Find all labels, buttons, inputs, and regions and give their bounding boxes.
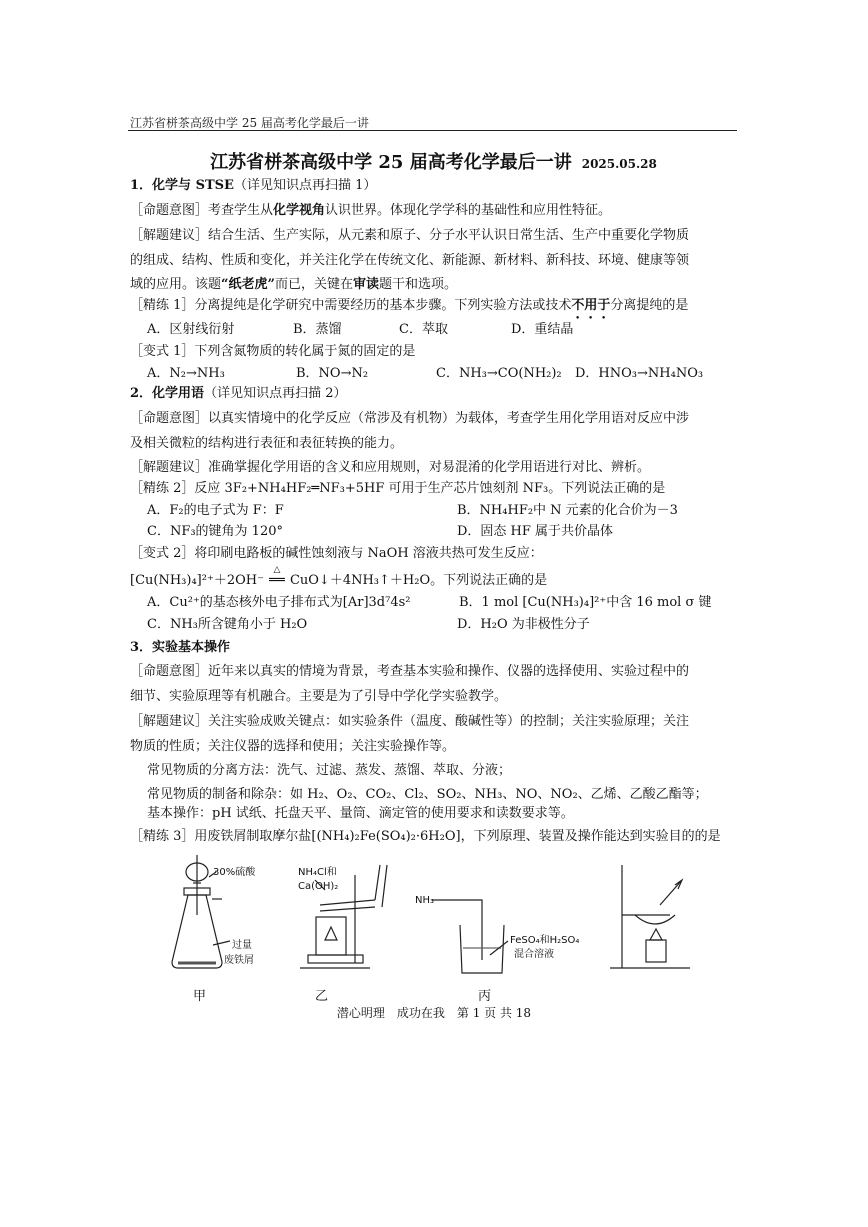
text: ［精练 1］分离提纯是化学研究中需要经历的基本步骤。下列实验方法或技术 [130,298,572,313]
section-num: 2． [130,386,153,401]
s1-advice-1: ［解题建议］结合生活、生产实际，从元素和原子、分子水平认识日常生活、生产中重要化学物质 [130,228,690,243]
preparation-list: 常见物质的制备和除杂：如 H₂、O₂、CO₂、Cl₂、SO₂、NH₃、NO、NO₂、乙烯、乙酸乙酯等； [147,787,708,802]
section-note: （详见知识点再扫描 2） [204,386,347,401]
variant-2-option: A．Cu²⁺的基态核外电子排布式为[Ar]3d⁷4s² [147,595,411,610]
s1-intent [130,203,611,219]
variant-2-option: B．1 mol [Cu(NH₃)₄]²⁺中含 16 mol σ 键 [459,595,712,610]
equation-reactants: [Cu(NH₃)₄]²⁺＋2OH⁻ [130,573,264,588]
page-footer: 潜心明理 成功在我 第 1 页 共 18 [336,1006,532,1020]
equation-products: CuO↓＋4NH₃↑＋H₂O。下列说法正确的是 [289,573,548,588]
exercise-1-option: C．萃取 [399,322,448,337]
apparatus-figures [130,845,737,995]
exercise-2-option: B．NH₄HF₂中 N 元素的化合价为－3 [457,503,678,518]
yi-reagent-label-1: NH₄Cl和 [298,867,337,878]
exercise-2-option: A．F₂的电子式为 F：F [147,503,284,518]
emphasis: 不用于 [571,298,611,313]
exercise-1-option: A．区射线衍射 [147,322,235,337]
text: 而已，关键在 [274,277,353,292]
emphasis: 审读 [353,277,380,292]
variant-1-stem: ［变式 1］下列含氮物质的转化属于氮的固定的是 [130,344,416,359]
s1-advice-3 [130,277,457,293]
exercise-2-stem: ［精练 2］反应 3F₂+NH₄HF₂═NF₃+5HF 可用于生产芯片蚀刻剂 NF₃。下列说法正确的是 [130,481,666,496]
variant-1-option: A．N₂→NH₃ [147,366,225,381]
bing-gas-label: NH₃ [415,895,435,906]
s3-advice-1: ［解题建议］关注实验成败关键点：如实验条件（温度、酸碱性等）的控制；关注实验原理；关注 [130,714,690,729]
date: 2025.05.28 [581,157,657,171]
s1-advice-2: 的组成、结构、性质和变化，并关注化学在传统文化、新能源、新材料、新科技、环境、健康等领 [130,253,690,268]
text: 域的应用。该题 [130,277,222,292]
variant-1-option: B．NO→N₂ [296,366,369,381]
s3-intent-1: ［命题意图］近年来以真实的情境为背景，考查基本实验和操作、仪器的选择使用、实验过程中的 [130,664,690,679]
reaction-arrow: △ ══ [264,573,290,589]
emphasis: “纸老虎” [221,277,275,292]
jia-iron-label-2: 废铁屑 [224,955,254,966]
emphasis: 化学视角 [273,203,326,218]
section-1-heading [130,178,376,194]
figure-label-jia: 甲 [193,989,207,1004]
variant-2-equation [130,565,548,589]
section-num: 1． [130,178,153,193]
s2-intent-1: ［命题意图］以真实情境中的化学反应（常涉及有机物）为载体，考查学生用化学用语对反应中涉 [130,411,690,426]
apparatus-ding [610,865,690,968]
apparatus-bing [432,900,508,973]
section-3-heading [130,640,230,656]
text: 认识世界。体现化学学科的基础性和应用性特征。 [325,203,612,218]
figure-label-yi: 乙 [315,989,329,1004]
text: 题干和选项。 [379,277,458,292]
text: ［命题意图］考查学生从 [130,203,274,218]
variant-2-option: C．NH₃所含键角小于 H₂O [147,617,308,632]
exercise-1-option: B．蒸馏 [293,322,342,337]
s2-intent-2: 及相关微粒的结构进行表征和表征转换的能力。 [130,436,404,451]
s2-advice: ［解题建议］准确掌握化学用语的含义和应用规则，对易混淆的化学用语进行对比、辨析。 [130,460,651,475]
separation-methods: 常见物质的分离方法：洗气、过滤、蒸发、蒸馏、萃取、分液； [147,763,512,778]
yi-reagent-label-2: Ca(OH)₂ [298,881,339,892]
bing-solution-label-2: 混合溶液 [514,949,554,960]
variant-2-stem: ［变式 2］将印刷电路板的碱性蚀刻液与 NaOH 溶液共热可发生反应： [130,546,543,561]
variant-1-option: D．HNO₃→NH₄NO₃ [575,366,704,381]
exercise-1-stem [130,298,688,322]
jia-acid-label: 30%硫酸 [213,867,256,878]
exercise-2-option: D．固态 HF 属于共价晶体 [457,524,614,539]
exercise-3-stem: ［精练 3］用废铁屑制取摩尔盐[(NH₄)₂Fe(SO₄)₂·6H₂O]，下列原理、装置及操作能达到实验目的的是 [130,829,721,844]
section-num: 3． [130,640,153,655]
jia-iron-label-1: 过量 [232,940,252,951]
section-note: （详见知识点再扫描 1） [233,178,377,193]
variant-1-option: C．NH₃→CO(NH₂)₂ [436,366,562,381]
variant-2-option: D．H₂O 为非极性分子 [457,617,590,632]
figure-label-bing: 丙 [478,989,492,1004]
basic-operations: 基本操作：pH 试纸、托盘天平、量筒、滴定管的使用要求和读数要求等。 [147,806,574,821]
heating-condition: △ [273,565,281,575]
section-name: 化学与 STSE [152,178,234,193]
running-header: 江苏省栟茶高级中学 25 届高考化学最后一讲 [130,116,369,130]
section-name: 化学用语 [152,386,205,401]
text: 分离提纯的是 [610,298,689,313]
bing-solution-label-1: FeSO₄和H₂SO₄ [510,935,580,946]
title-line [130,148,737,174]
s3-intent-2: 细节、实验原理等有机融合。主要是为了引导中学化学实验教学。 [130,689,508,704]
section-name: 实验基本操作 [152,640,231,655]
s3-advice-2: 物质的性质；关注仪器的选择和使用；关注实验操作等。 [130,739,456,754]
section-2-heading [130,386,346,402]
exercise-2-option: C．NF₃的键角为 120° [147,524,283,539]
header-rule [128,130,737,131]
page-title: 江苏省栟茶高级中学 25 届高考化学最后一讲 [210,152,572,173]
exercise-1-option: D．重结晶 [511,322,574,337]
